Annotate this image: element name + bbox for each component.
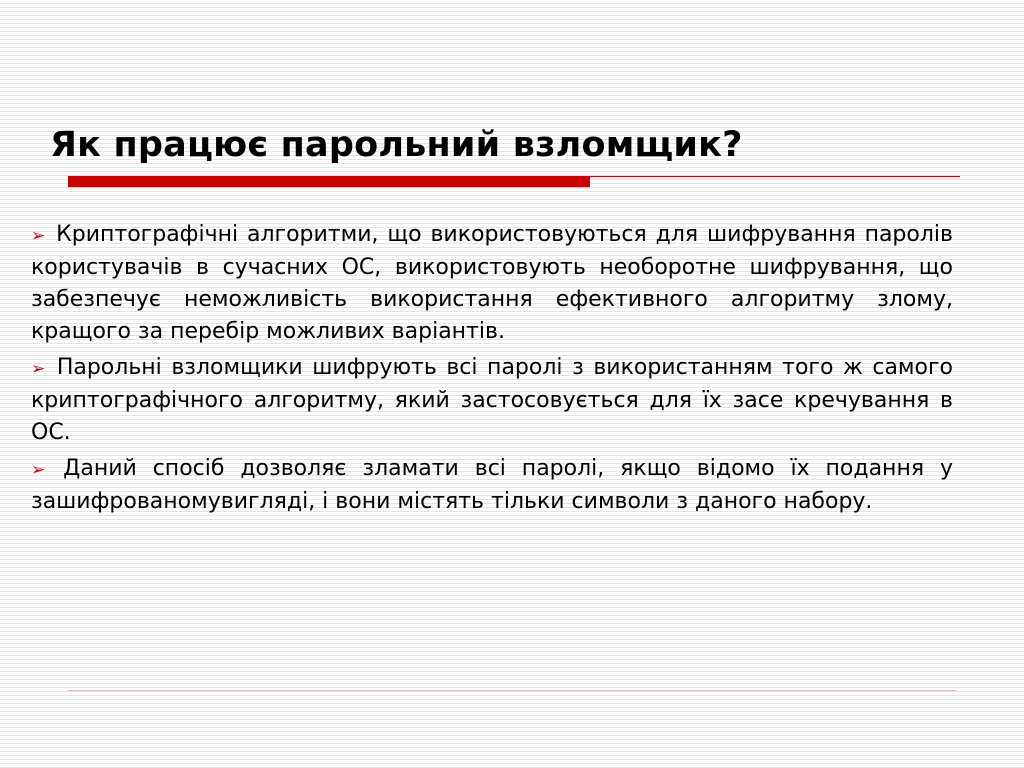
arrow-bullet-icon: ➢: [31, 359, 46, 379]
arrow-bullet-icon: ➢: [31, 226, 46, 246]
title-underline-thick: [68, 176, 590, 187]
arrow-bullet-icon: ➢: [31, 460, 46, 480]
bullet-text-2: Парольні взломщики шифрують всі паролі з використанням того ж самого криптографічного алгоритму, який застосовується для їх засе кречування в ОС.: [31, 355, 953, 445]
footer-divider: [68, 690, 956, 691]
bullet-text-1: Криптографічні алгоритми, що використовуються для шифрування паролів користувачів в сучасних ОС, використовують необоротне шифрування, що забезпечує неможливість використання ефективного алгоритму злому, кращого за перебір можливих варіантів.: [31, 222, 953, 344]
bullet-item-3: [31, 453, 953, 518]
bullet-list: [31, 219, 953, 522]
slide-title: Як працює парольний взломщик?: [50, 125, 743, 165]
bullet-item-2: [31, 352, 953, 449]
title-underline-thin: [590, 176, 960, 177]
bullet-text-3: Даний спосіб дозволяє зламати всі паролі, якщо відомо їх подання у зашифрованомувигляді, і вони містять тільки символи з даного набору.: [31, 456, 953, 514]
bullet-item-1: [31, 219, 953, 348]
